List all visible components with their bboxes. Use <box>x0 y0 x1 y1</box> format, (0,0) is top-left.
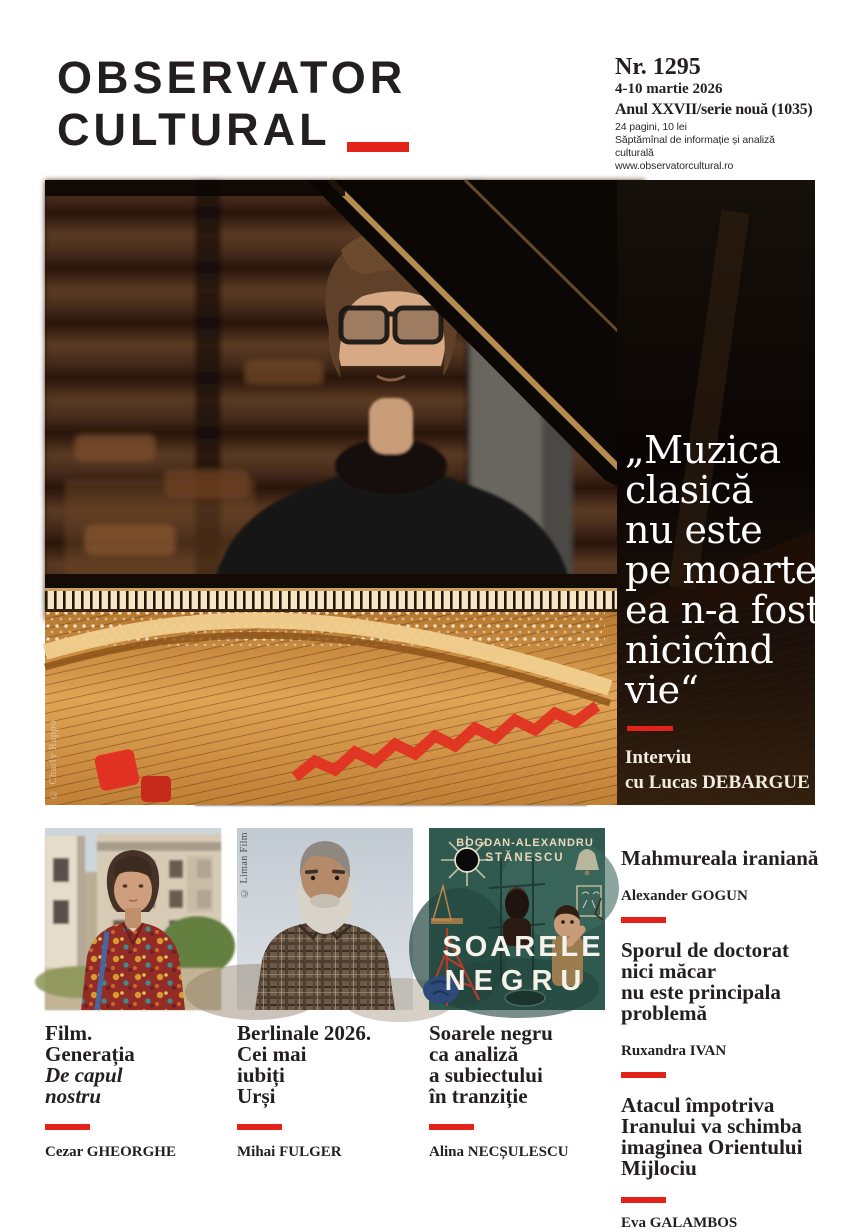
logo-line-2: CULTURAL <box>57 104 331 155</box>
book-cover <box>429 828 605 1010</box>
article-title: Film. Generația De capul nostru <box>45 1021 135 1108</box>
article-title: Berlinale 2026. Cei mai iubiți Urși <box>237 1021 372 1108</box>
red-rule <box>621 917 666 923</box>
article-author: Cezar GHEORGHE <box>45 1144 176 1161</box>
film-still-man <box>237 828 413 1010</box>
headline-line: ea n-a fost <box>625 588 821 632</box>
article-atacul-iran <box>621 1095 815 1231</box>
masthead <box>45 52 815 198</box>
issue-description: Săptămînal de informație și analiză culturală <box>615 134 775 159</box>
article-film <box>45 828 221 1232</box>
kicker-line-2: cu Lucas DEBARGUE <box>625 772 810 793</box>
man-photo-artwork <box>237 828 413 1010</box>
red-rule <box>237 1124 282 1130</box>
issue-pages-price: 24 pagini, 10 lei <box>615 121 687 133</box>
cover-photo-credit: © Charly Rappo <box>48 719 59 799</box>
issue-number: Nr. 1295 <box>615 54 701 80</box>
book-title-line-1: SOARELE <box>442 931 604 963</box>
headline-line: pe moarte, <box>625 548 829 592</box>
book-cover-artwork <box>429 828 605 1010</box>
issue-website: www.observatorcultural.ro <box>615 160 734 172</box>
red-rule <box>45 1124 90 1130</box>
cover-headline <box>625 428 829 795</box>
article-author: Eva GALAMBOS <box>621 1214 738 1231</box>
book-title-line-2: NEGRU <box>444 965 590 997</box>
headline-line: clasică <box>625 468 754 512</box>
article-title: Atacul împotriva Iranului va schimba imaginea Orientului Mijlociu <box>621 1093 803 1181</box>
article-author: Ruxandra IVAN <box>621 1042 727 1059</box>
kicker-line-1: Interviu <box>625 747 692 768</box>
red-rule <box>429 1124 474 1130</box>
logo-underscore-mark <box>347 142 409 152</box>
logo-line-1: OBSERVATOR <box>57 52 407 103</box>
red-rule <box>621 1072 666 1078</box>
logo <box>57 52 409 198</box>
right-column <box>621 828 819 1232</box>
article-mahmureala <box>621 846 819 904</box>
article-berlinale <box>237 828 413 1232</box>
article-author: Alina NECȘULESCU <box>429 1144 569 1161</box>
issue-series: Anul XXVII/serie nouă (1035) <box>615 101 813 118</box>
article-author: Alexander GOGUN <box>621 887 748 904</box>
book-author-line-1: BOGDAN-ALEXANDRU <box>456 837 594 849</box>
headline-line: vie“ <box>625 668 699 712</box>
article-title: Mahmureala iraniană <box>621 846 819 871</box>
article-author: Mihai FULGER <box>237 1144 342 1161</box>
book-author-line-2: STĂNESCU <box>485 852 565 864</box>
article-sporul-doctorat <box>621 940 815 1059</box>
headline-line: nu este <box>625 508 763 552</box>
article-title: Sporul de doctorat nici măcar nu este principala problemă <box>621 938 789 1026</box>
red-rule <box>627 726 673 731</box>
cover-kicker <box>625 745 815 795</box>
issue-info <box>615 52 815 198</box>
issue-date: 4-10 martie 2026 <box>615 81 723 97</box>
photo-credit: © Liman Film <box>239 832 250 898</box>
article-title: Soarele negru ca analiză a subiectului în tranziție <box>429 1021 553 1108</box>
headline-line: nicicînd <box>625 628 774 672</box>
articles-strip <box>45 828 819 1232</box>
headline-line: „Muzica <box>625 428 781 472</box>
cover-photo <box>45 180 829 805</box>
article-soarele-negru <box>429 828 605 1232</box>
red-rule <box>621 1197 666 1203</box>
